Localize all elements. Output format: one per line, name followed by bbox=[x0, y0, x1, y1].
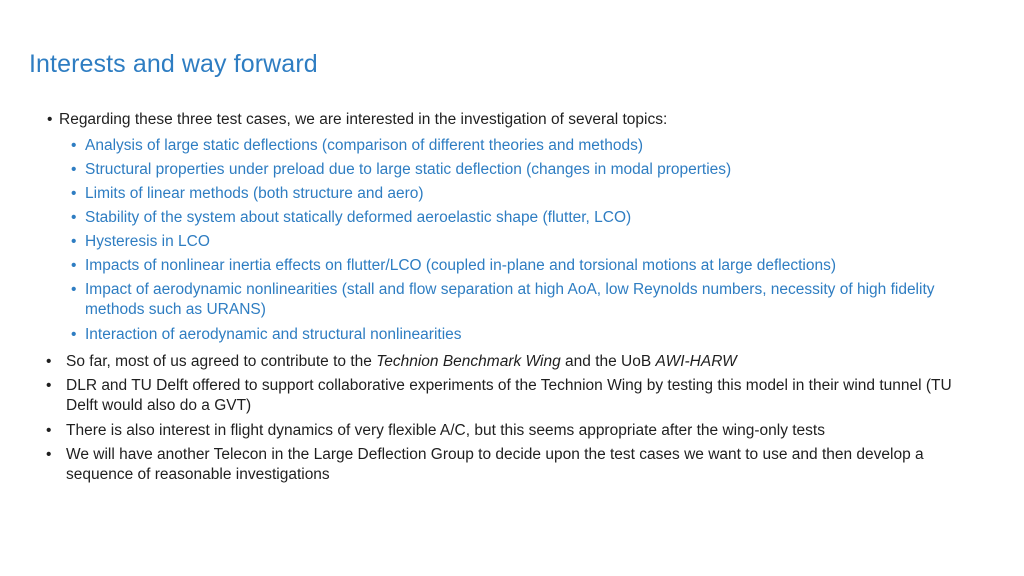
bullet-icon: • bbox=[71, 161, 77, 178]
bullet-icon: • bbox=[71, 281, 77, 298]
bullet-icon: • bbox=[71, 233, 77, 250]
bullet-icon: • bbox=[46, 422, 52, 439]
bullet-icon: • bbox=[71, 185, 77, 202]
bullet-icon: • bbox=[71, 326, 77, 343]
agreement-middle: and the UoB bbox=[560, 353, 656, 370]
topic-text: Limits of linear methods (both structure and aero) bbox=[85, 185, 424, 202]
topic-text: Structural properties under preload due to large static deflection (changes in modal properties) bbox=[85, 161, 732, 178]
bullet-icon: • bbox=[71, 257, 77, 274]
bullet-icon: • bbox=[71, 137, 77, 154]
point-text: There is also interest in flight dynamics of very flexible A/C, but this seems appropriate after the wing-only tests bbox=[66, 422, 825, 439]
topic-text: Interaction of aerodynamic and structural nonlinearities bbox=[85, 326, 462, 343]
point-text: DLR and TU Delft offered to support collaborative experiments of the Technion Wing by testing this model in their wind tunnel (TU Delft would also do a GVT) bbox=[66, 377, 952, 414]
agreement-prefix: So far, most of us agreed to contribute to the bbox=[66, 353, 377, 370]
slide-title: Interests and way forward bbox=[29, 50, 318, 78]
topic-text: Analysis of large static deflections (comparison of different theories and methods) bbox=[85, 137, 643, 154]
technion-wing-name: Technion Benchmark Wing bbox=[376, 353, 561, 370]
agreement-text bbox=[66, 352, 984, 372]
topic-text: Impact of aerodynamic nonlinearities (stall and flow separation at high AoA, low Reynolds numbers, necessity of high fidelity methods such as URANS) bbox=[85, 281, 935, 318]
bullet-icon: • bbox=[46, 446, 52, 463]
point-text: We will have another Telecon in the Large Deflection Group to decide upon the test cases we want to use and then develop a sequence of reasonable investigations bbox=[66, 446, 924, 483]
bullet-icon: • bbox=[47, 111, 53, 128]
bullet-icon: • bbox=[46, 353, 52, 370]
topic-text: Stability of the system about statically deformed aeroelastic shape (flutter, LCO) bbox=[85, 209, 632, 226]
bullet-icon: • bbox=[71, 209, 77, 226]
topic-text: Hysteresis in LCO bbox=[85, 233, 210, 250]
intro-text: Regarding these three test cases, we are interested in the investigation of several topics: bbox=[59, 111, 668, 128]
bullet-icon: • bbox=[46, 377, 52, 394]
topic-text: Impacts of nonlinear inertia effects on flutter/LCO (coupled in-plane and torsional motions at large deflections) bbox=[85, 257, 837, 274]
awi-harw-name: AWI-HARW bbox=[655, 353, 737, 370]
